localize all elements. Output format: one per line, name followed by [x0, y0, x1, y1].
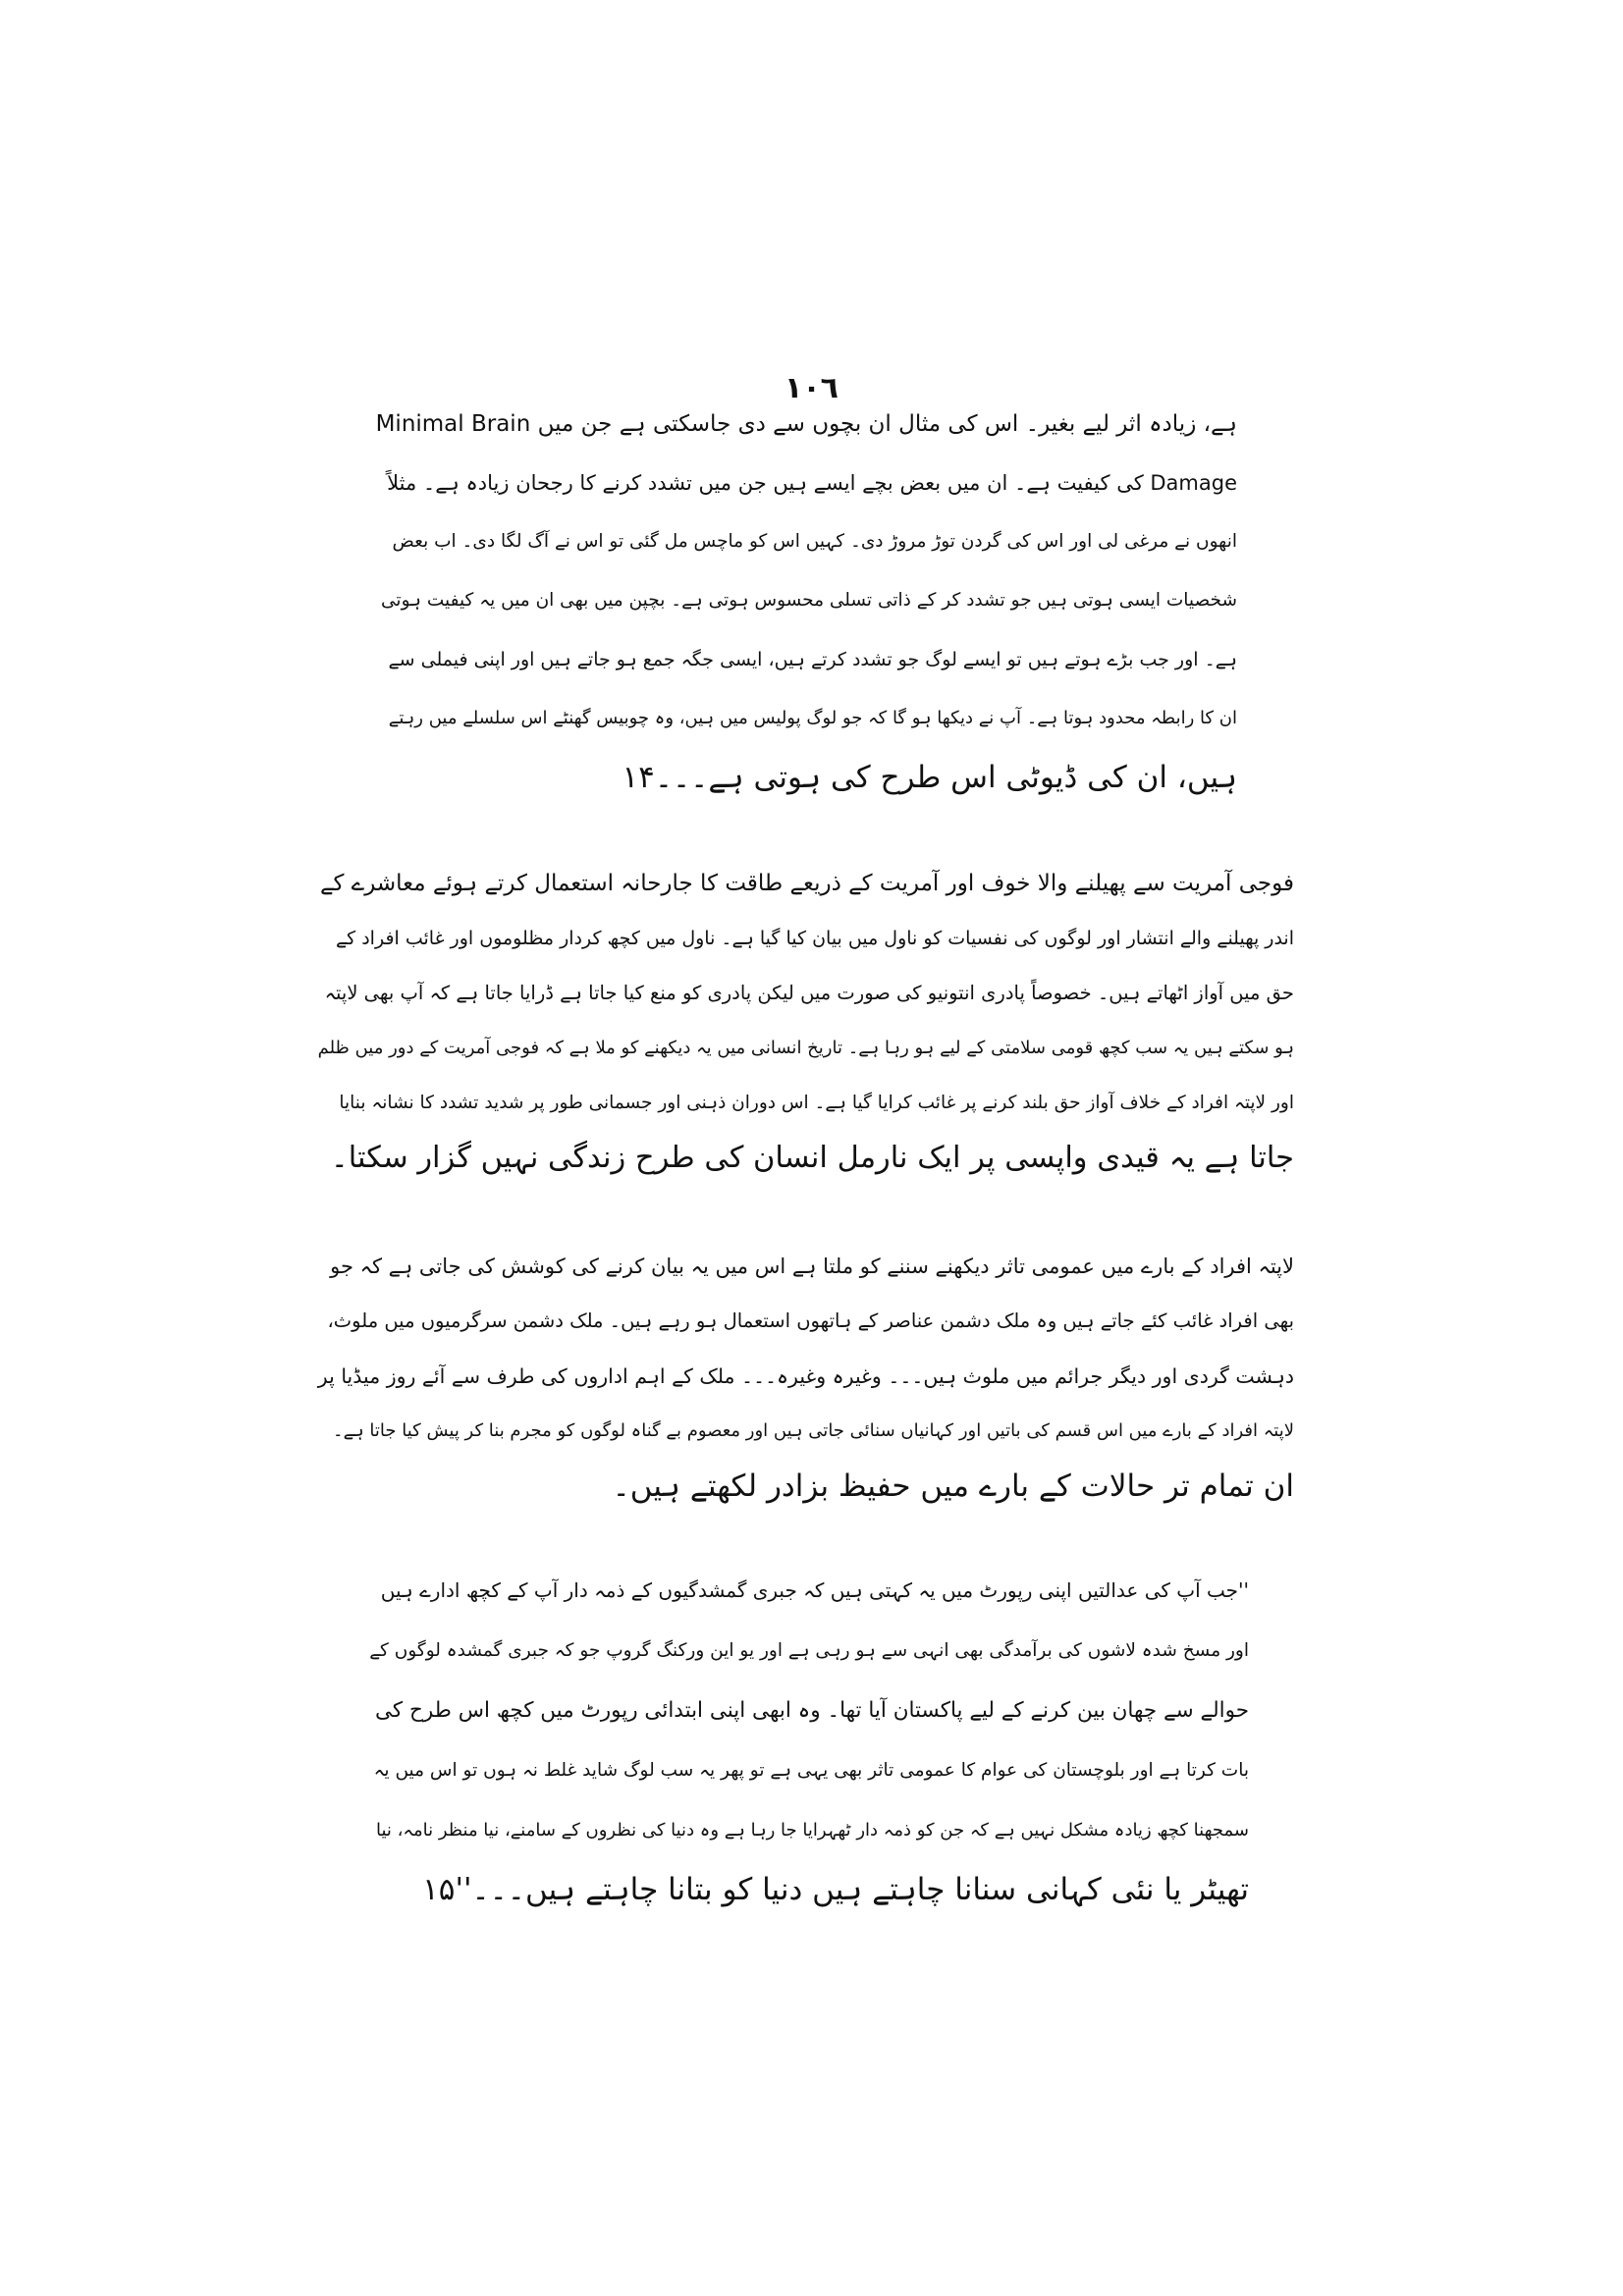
quote1-line: انھوں نے مرغی لی اور اس کی گردن توڑ مروڑ دی۔ کہیں اس کو ماچس مل گئی تو اس نے آگ لگا دی۔ اب بعض [392, 531, 1237, 552]
para1-line: ہو سکتے ہیں یہ سب کچھ قومی سلامتی کے لیے ہو رہا ہے۔ تاریخ انسانی میں یہ دیکھنے کو ملا ہے کہ فوجی آمریت کے دور میں ظلم [317, 1038, 1294, 1058]
quote1-line: Damage کی کیفیت ہے۔ ان میں بعض بچے ایسے ہیں جن میں تشدد کرنے کا رجحان زیادہ ہے۔ مثلاً [387, 471, 1237, 495]
quote-block-1 [373, 395, 1237, 807]
quote2-line: بات کرتا ہے اور بلوچستان کی عوام کا عمومی تاثر بھی یہی ہے تو پھر یہ سب لوگ شاید غلط نہ ہوں تو اس میں یہ [373, 1760, 1249, 1781]
para1-line: جاتا ہے یہ قیدی واپسی پر ایک نارمل انسان کی طرح زندگی نہیں گزار سکتا۔ [330, 1141, 1294, 1175]
para2-line: لاپتہ افراد کے بارے میں عمومی تاثر دیکھنے سننے کو ملتا ہے اس میں یہ بیان کرنے کی کوشش کی جاتی ہے کہ جو [330, 1255, 1294, 1278]
quote2-line: تھیٹر یا نئی کہانی سنانا چاہتے ہیں دنیا کو بتانا چاہتے ہیں۔۔۔''۱۵ [422, 1872, 1249, 1907]
para1-line: حق میں آواز اٹھاتے ہیں۔ خصوصاً پادری انتونیو کی صورت میں لیکن پادری کو منع کیا جاتا ہے ڈرایا جاتا ہے کہ آپ بھی لاپتہ [324, 982, 1294, 1004]
para1-line: اور لاپتہ افراد کے خلاف آواز حق بلند کرنے پر غائب کرایا گیا ہے۔ اس دوران ذہنی اور جسمانی طور پر شدید تشدد کا نشانہ بنایا [339, 1093, 1294, 1113]
para2-line: بھی افراد غائب کئے جاتے ہیں وہ ملک دشمن عناصر کے ہاتھوں استعمال ہو رہے ہیں۔ ملک دشمن سرگرمیوں میں ملوث، [327, 1309, 1294, 1332]
quote2-line: ''جب آپ کی عدالتیں اپنی رپورٹ میں یہ کہتی ہیں کہ جبری گمشدگیوں کے ذمہ دار آپ کے کچھ ادارے ہیں [380, 1578, 1249, 1602]
paragraph-2 [316, 1239, 1294, 1514]
quote1-line: ہے۔ اور جب بڑے ہوتے ہیں تو ایسے لوگ جو تشدد کرتے ہیں، ایسی جگہ جمع ہو جاتے ہیں اور اپنی فیملی سے [388, 649, 1237, 670]
para2-line: ان تمام تر حالات کے بارے میں حفیظ بزادر لکھتے ہیں۔ [612, 1468, 1294, 1504]
para2-line: دہشت گردی اور دیگر جرائم میں ملوث ہیں۔۔۔ وغیرہ وغیرہ۔۔۔ ملک کے اہم اداروں کی طرف سے آئے روز میڈیا پر [317, 1364, 1294, 1388]
quote2-line: سمجھنا کچھ زیادہ مشکل نہیں ہے کہ جن کو ذمہ دار ٹھہرایا جا رہا ہے وہ دنیا کی نظروں کے سامنے، نیا منظر نامہ، نیا [375, 1820, 1249, 1841]
quote2-line: اور مسخ شدہ لاشوں کی برآمدگی بھی انہی سے ہو رہی ہے اور یو این ورکنگ گروپ جو کہ جبری گمشدہ لوگوں کے [369, 1640, 1249, 1661]
para1-line: فوجی آمریت سے پھیلنے والا خوف اور آمریت کے ذریعے طاقت کا جارحانہ استعمال کرتے ہوئے معاشرے کے [320, 871, 1294, 896]
paragraph-1 [316, 856, 1294, 1186]
quote2-line: حوالے سے چھان بین کرنے کے لیے پاکستان آیا تھا۔ وہ ابھی اپنی ابتدائی رپورٹ میں کچھ اس طرح کی [375, 1698, 1249, 1723]
quote1-line: ہیں، ان کی ڈیوٹی اس طرح کی ہوتی ہے۔۔۔۱۴ [622, 760, 1237, 795]
quote-block-2 [365, 1561, 1249, 1920]
page-number: ١٠٦ [784, 371, 839, 405]
quote1-line: شخصیات ایسی ہوتی ہیں جو تشدد کر کے ذاتی تسلی محسوس ہوتی ہے۔ بچپن میں بھی ان میں یہ کیفیت ہوتی [381, 590, 1237, 611]
quote1-line: ان کا رابطہ محدود ہوتا ہے۔ آپ نے دیکھا ہو گا کہ جو لوگ پولیس میں ہیں، وہ چوبیس گھنٹے اس سلسلے میں رہتے [388, 708, 1237, 728]
quote1-line: ہے، زیادہ اثر لیے بغیر۔ اس کی مثال ان بچوں سے دی جاسکتی ہے جن میں Minimal Brain [375, 411, 1237, 437]
para1-line: اندر پھیلنے والے انتشار اور لوگوں کی نفسیات کو ناول میں بیان کیا گیا ہے۔ ناول میں کچھ کردار مظلوموں اور غائب افراد کے [336, 928, 1294, 949]
para2-line: لاپتہ افراد کے بارے میں اس قسم کی باتیں اور کہانیاں سنائی جاتی ہیں اور معصوم بے گناہ لوگوں کو مجرم بنا کر پیش کیا جاتا ہے۔ [333, 1420, 1294, 1441]
